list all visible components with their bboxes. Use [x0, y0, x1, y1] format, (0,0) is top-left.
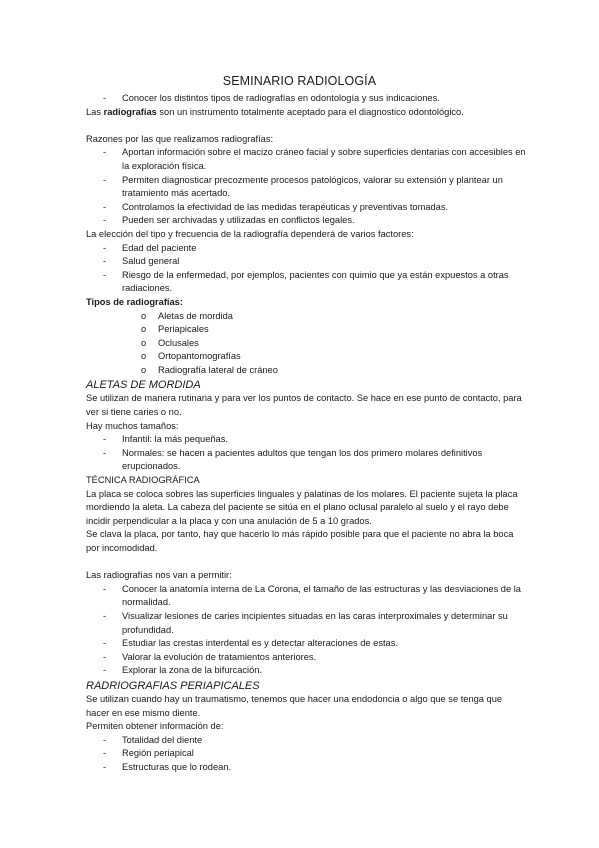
list-item: - Pueden ser archivadas y utilizadas en conflictos legales.	[103, 215, 355, 226]
list-item: - Totalidad del diente	[103, 734, 203, 745]
allow-list	[86, 583, 526, 678]
list-item: o Aletas de mordida	[86, 310, 526, 324]
list-item: - Controlamos la efectividad de las medidas terapéuticas y preventivas tomadas.	[103, 201, 449, 212]
list-item: - Explorar la zona de la bifurcación.	[103, 665, 263, 676]
technique-heading: TÉCNICA RADIOGRÁFICA	[86, 475, 200, 486]
list-item: o Periapicales	[141, 324, 209, 335]
list-item: - Región periapical	[103, 748, 194, 759]
bitewing-paragraph: Se utilizan de manera rutinaria y para ver los puntos de contacto. Se hace en ese punto de contacto, para ver si tiene caries o no.	[86, 393, 522, 418]
info-heading: Permiten obtener información de:	[86, 721, 224, 732]
list-item: - Valorar la evolución de tratamientos anteriores.	[103, 651, 317, 662]
list-item: - Edad del paciente	[103, 242, 197, 253]
choice-heading: La elección del tipo y frecuencia de la radiografía dependerá de varios factores:	[86, 228, 414, 239]
reasons-heading: Razones por las que realizamos radiografías:	[86, 133, 274, 144]
list-item: - Normales: se hacen a pacientes adultos que tengan los dos primero molares definitivos erupcionados.	[103, 447, 483, 472]
list-item: - Visualizar lesiones de caries incipientes situadas en las caras interproximales y determinar su profundidad.	[103, 610, 508, 635]
section-heading-bitewing: ALETAS DE MORDIDA	[86, 379, 201, 392]
reasons-list	[86, 146, 526, 228]
list-item: o Ortopantomografías	[141, 351, 241, 362]
list-item: - Aportan información sobre el macizo cráneo facial y sobre superficies dentarias con accesibles en la exploración física.	[103, 147, 526, 171]
spacer	[86, 556, 526, 570]
technique-paragraph: La placa se coloca sobres las superficies linguales y palatinas de los molares. El paciente sujeta la placa mordiendo la aleta. La cabeza del paciente se sitúa en el plano oclusal paralelo al suelo y el rayo debe incidir perpendicular a la placa y con una anulación de 5 a 10 grados.	[86, 488, 518, 526]
document-body	[86, 92, 526, 775]
section-heading-periapical: RADRIOGRAFIAS PERIAPICALES	[86, 679, 260, 692]
sizes-heading: Hay muchos tamaños:	[86, 420, 179, 431]
technique-paragraph: Se clava la placa, por tanto, hay que hacerlo lo más rápido posible para que el paciente no abra la boca por incomodidad.	[86, 529, 514, 553]
info-list	[86, 734, 526, 775]
bullet-marker: o	[141, 310, 147, 321]
list-item: o Oclusales	[141, 337, 199, 348]
objective-item: - Conocer los distintos tipos de radiografías en odontología y sus indicaciones.	[86, 92, 526, 106]
types-heading: Tipos de radiografías:	[86, 296, 183, 307]
list-item: - Estudiar las crestas interdental es y detectar alteraciones de estas.	[103, 638, 398, 649]
types-list	[86, 310, 526, 378]
allow-heading: Las radiografías nos van a permitir:	[86, 570, 232, 581]
list-item: - Estructuras que lo rodean.	[103, 761, 232, 772]
sizes-list	[86, 433, 526, 474]
list-item: - Permiten diagnosticar precozmente procesos patológicos, valorar su extensión y plantear un tratamiento más acertado.	[103, 174, 503, 199]
intro-paragraph: Las radiografías son un instrumento totalmente aceptado para el diagnostico odontológico.	[86, 106, 464, 117]
periapical-paragraph: Se utilizan cuando hay un traumatismo, tenemos que hacer una endodoncia o algo que se tenga que hacer en ese mismo diente.	[86, 693, 503, 718]
factors-list	[86, 242, 526, 296]
dash-marker: -	[103, 93, 107, 103]
list-item: - Salud general	[103, 256, 180, 267]
page-title: SEMINARIO RADIOLOGÍA	[222, 74, 377, 88]
list-item: - Conocer la anatomía interna de La Corona, el tamaño de las estructuras y las desviaciones de la normalidad.	[103, 583, 521, 608]
list-item: - Riesgo de la enfermedad, por ejemplos, pacientes con quimio que ya están expuestos a otras radiaciones.	[103, 269, 509, 294]
spacer	[86, 119, 526, 133]
list-item: - Infantil: la más pequeñas.	[103, 434, 228, 445]
list-item: o Radiografía lateral de cráneo	[141, 364, 278, 375]
